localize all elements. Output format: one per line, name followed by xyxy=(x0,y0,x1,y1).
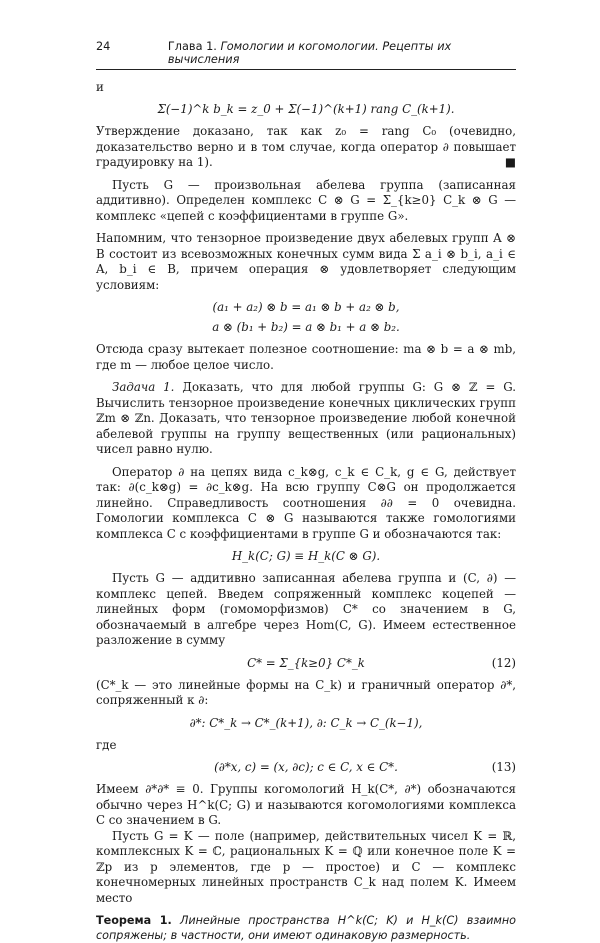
equation-number-13: (13) xyxy=(491,760,516,774)
task-label: Задача 1. xyxy=(112,380,175,394)
formula-13-body: (∂*x, c) = (x, ∂c); c ∈ C, x ∈ C*. xyxy=(214,760,398,774)
formula-13 xyxy=(96,759,516,776)
chapter-label: Глава 1. xyxy=(167,40,217,53)
chapter-title: Гомологии и когомологии. Рецепты их вычисления xyxy=(167,40,452,66)
paragraph-coefficient-group: Пусть G — произвольная абелева группа (записанная аддитивно). Определен комплекс C ⊗ G = Σ_{k≥0} C_k ⊗ G — комплекс «цепей с коэффициентами в группе G». xyxy=(96,177,516,223)
paragraph-field: Пусть G = K — поле (например, действительных чисел K = ℝ, комплексных K = ℂ, рациональных K = ℚ или конечное поле K = ℤp из p элементов, где p — простое) и C — комплекс конечномерных линейных пространств C_k над полем K. Имеем место xyxy=(96,828,516,905)
theorem-text: Линейные пространства H^k(C; K) и H_k(C) взаимно сопряжены; в частности, они имеют одинаковую размерность. xyxy=(96,914,516,942)
running-header xyxy=(96,40,516,70)
qed-mark-icon: ■ xyxy=(504,155,516,169)
formula-dual-operator: ∂*: C*_k → C*_(k+1), ∂: C_k → C_(k−1), xyxy=(189,715,423,730)
formula-homology: H_k(C; G) ≡ H_k(C ⊗ G). xyxy=(231,549,381,563)
paragraph-linear-forms: (C*_k — это линейные формы на C_k) и граничный оператор ∂*, сопряженный к ∂: xyxy=(96,677,516,707)
page-content xyxy=(96,40,516,943)
page-number: 24 xyxy=(96,40,111,53)
paragraph-tensor-product: Напомним, что тензорное произведение двух абелевых групп A ⊗ B состоит из всевозможных конечных сумм вида Σ a_i ⊗ b_i, a_i ∈ A, b_i ∈ B, причем операция ⊗ удовлетворяет следующим условиям: xyxy=(96,231,516,292)
theorem-1 xyxy=(96,913,516,943)
formula-12-body: C* = Σ_{k≥0} C*_k xyxy=(247,655,365,670)
equation-number-12: (12) xyxy=(491,655,516,670)
task-text: Доказать, что для любой группы G: G ⊗ ℤ = G. Вычислить тензорное произведение конечных циклических групп ℤm ⊗ ℤn. Доказать, что тензорное произведение любой конечной абелевой группы на группу вещественных (или рациональных) чисел равно нулю. xyxy=(96,380,516,456)
where-word: где xyxy=(96,737,117,752)
running-title xyxy=(168,40,516,66)
paragraph-useful-relation: Отсюда сразу вытекает полезное соотношение: ma ⊗ b = a ⊗ mb, где m — любое целое число. xyxy=(96,342,516,372)
formula-12 xyxy=(96,655,516,672)
task-paragraph xyxy=(96,380,516,458)
proof-conclusion-text: Утверждение доказано, так как z₀ = rang C₀ (очевидно, доказательство верно и в том случае, когда оператор ∂ повышает градуировку на 1). xyxy=(96,124,516,169)
paragraph-cohomology: Имеем ∂*∂* ≡ 0. Группы когомологий H_k(C*, ∂*) обозначаются обычно через H^k(C; G) и называются когомологиями комплекса C со значением в G. xyxy=(96,782,516,827)
paragraph-boundary-operator: Оператор ∂ на цепях вида c_k⊗g, c_k ∈ C_k, g ∈ G, действует так: ∂(c_k⊗g) = ∂c_k⊗g. На всю группу C⊗G он продолжается линейно. Справедливость соотношения ∂∂ = 0 очевидна. Гомологии комплекса C ⊗ G называются также гомологиями комплекса C с коэффициентами в группе G и обозначаются так: xyxy=(96,464,516,541)
formula-condition-1: (a₁ + a₂) ⊗ b = a₁ ⊗ b + a₂ ⊗ b, xyxy=(212,300,400,314)
formula-condition-2: a ⊗ (b₁ + b₂) = a ⊗ b₁ + a ⊗ b₂. xyxy=(212,320,400,334)
formula-alternating-sum: Σ(−1)^k b_k = z_0 + Σ(−1)^(k+1) rang C_(k+1). xyxy=(157,102,455,116)
conjunction-and: и xyxy=(96,80,104,94)
proof-conclusion xyxy=(96,124,516,171)
theorem-title: Теорема 1. xyxy=(96,914,172,927)
paragraph-cochain-complex: Пусть G — аддитивно записанная абелева группа и (C, ∂) — комплекс цепей. Введем сопряженный комплекс коцепей — линейных форм (гомоморфизмов) C* со значением в G, обозначаемый в алгебре через Hom(C, G). Имеем естественное разложение в сумму xyxy=(96,571,516,647)
